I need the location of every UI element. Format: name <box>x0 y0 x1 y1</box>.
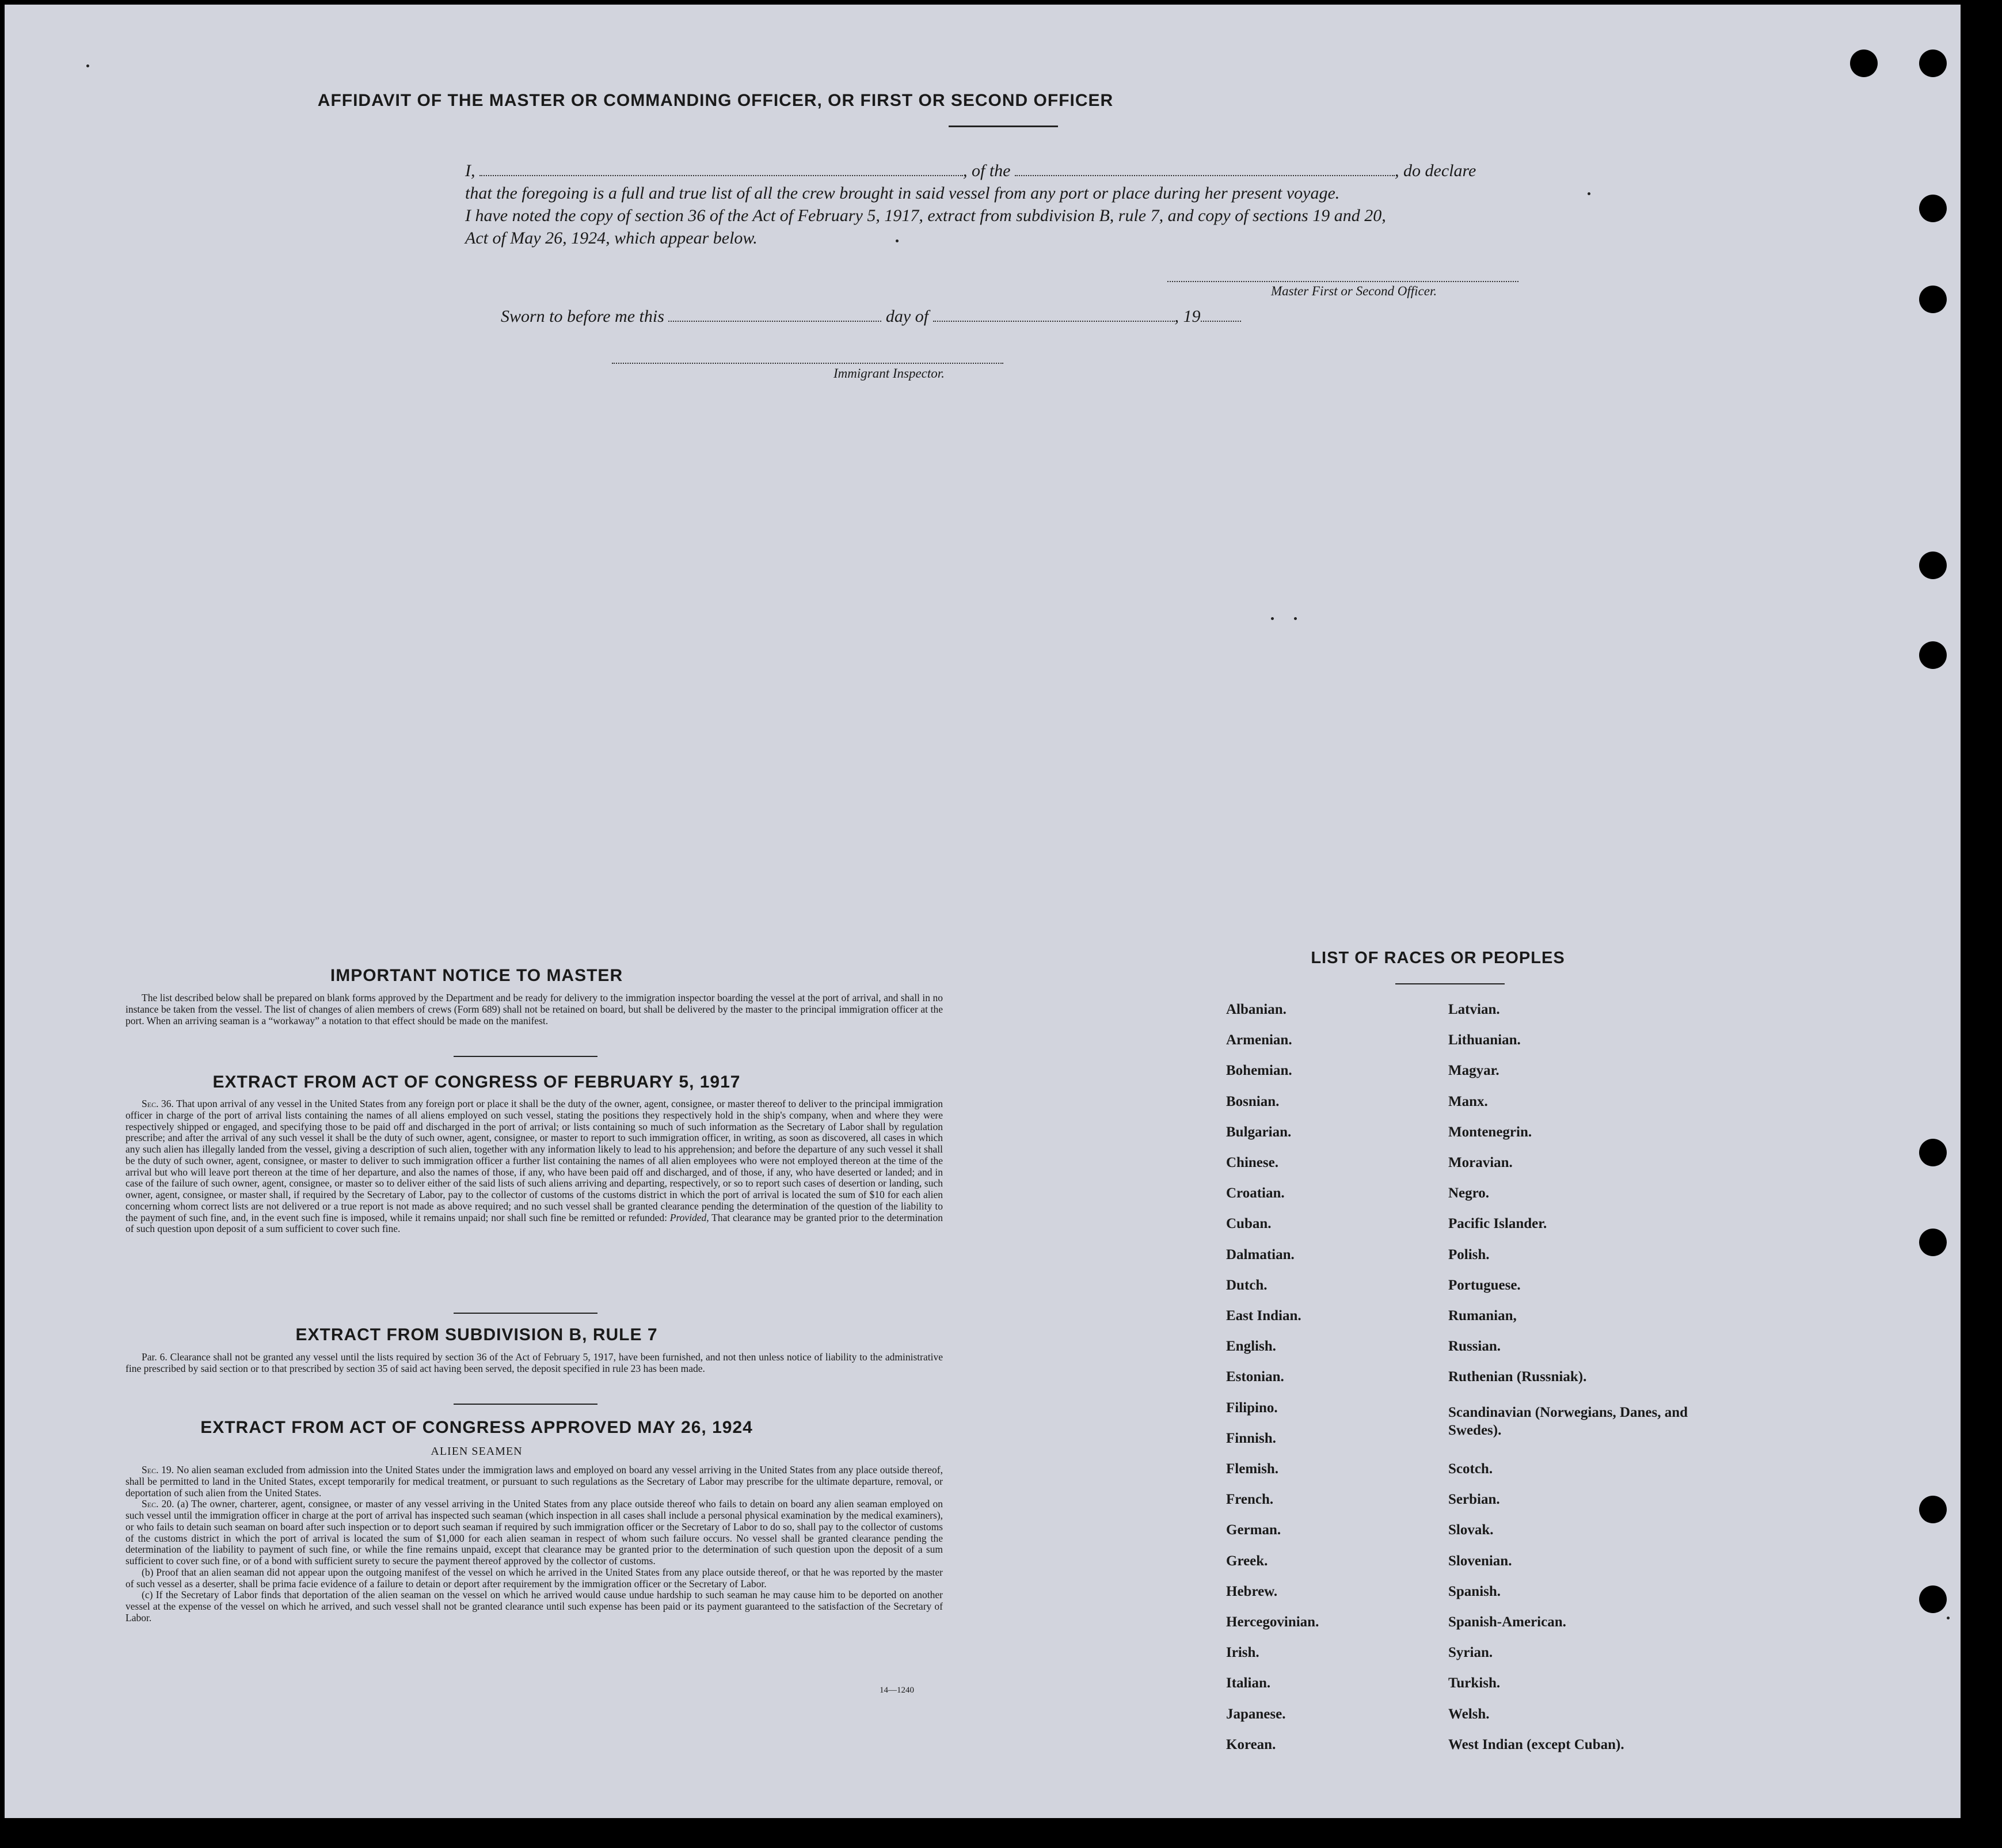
race-item: Portuguese. <box>1448 1277 1521 1293</box>
sec-20c-paragraph: (c) If the Secretary of Labor finds that deportation of the alien seaman on the vessel on which he arrived would cause undue hardship to such seaman he may cause him to be deported on another vessel at the expense of the vessel on which he arrived, and such vessel shall not be granted clearance until such expense has been paid or its payment guaranteed to the satisfaction of the Secretary of Labor. <box>125 1589 943 1623</box>
sec-20a-paragraph <box>125 1499 943 1567</box>
race-item: Serbian. <box>1448 1492 1500 1508</box>
race-item: Finnish. <box>1226 1430 1276 1446</box>
sworn-year-blank <box>1201 308 1241 322</box>
race-item: Slovenian. <box>1448 1553 1512 1569</box>
race-item: Filipino. <box>1226 1400 1278 1416</box>
race-item: Chinese. <box>1226 1155 1278 1170</box>
race-item: German. <box>1226 1522 1281 1538</box>
name-blank <box>479 162 963 176</box>
race-item: Rumanian, <box>1448 1308 1517 1324</box>
proviso-word: Provided, <box>669 1211 709 1223</box>
sec-36-paragraph <box>125 1098 943 1235</box>
affidavit-line1-start: I, <box>465 161 475 180</box>
affidavit-line-2: that the foregoing is a full and true list of all the crew brought in said vessel from any port or place during her present voyage. <box>465 184 1340 203</box>
sworn-day-blank <box>668 308 881 322</box>
speck <box>896 239 899 242</box>
race-item: Latvian. <box>1448 1002 1500 1017</box>
punch-hole <box>1919 641 1947 669</box>
rule-7-text <box>125 1352 943 1375</box>
sec-20b-paragraph: (b) Proof that an alien seaman did not appear upon the outgoing manifest of the vessel on which he arrived in the United States from any place outside thereof, or that he was reported by the master of such vessel as a deserter, shall be prima facie evidence of a failure to detain or deport after requirement by the immigration officer or the Secretary of Labor. <box>125 1566 943 1590</box>
punch-hole <box>1919 50 1947 77</box>
sworn-end: , 19 <box>1174 307 1201 326</box>
race-item: French. <box>1226 1492 1274 1508</box>
race-item: Negro. <box>1448 1185 1490 1201</box>
race-item: Pacific Islander. <box>1448 1216 1547 1232</box>
rule-7-paragraph: Par. 6. Clearance shall not be granted any vessel until the lists required by section 36 of the Act of February 5, 1917, have been furnished, and not then unless notice of liability to the administrative fine prescribed by said section or to that prescribed by section 35 of said act having been served, the deposit specified in rule 23 has been made. <box>125 1351 943 1374</box>
notice-divider <box>454 1056 597 1057</box>
sec-20a-text: (a) The owner, charterer, agent, consignee, or master of any vessel arriving in the United States from any place outside thereof who fails to detain on board any alien seaman employed on such vessel until the immigration officer in charge at the port of arrival has inspected such seaman (which inspection in all cases shall include a personal physical examination by the medical examiners), or who fails to detain such seaman on board after such inspection or to deport such seaman if required by such immigration officer or the Secretary of Labor to do so, shall pay to the collector of customs of the customs district in which the port of arrival is located the sum of $1,000 for each alien seaman in respect of whom such failure occurs. No vessel shall be granted clearance pending the determination of the liability to payment of such fine, or while the fine remains unpaid, except that clearance may be granted prior to the determination of such question upon the deposit of a sum sufficient to cover such fine, or of a bond with sufficient surety to secure the payment thereof approved by the collector of customs. <box>125 1498 943 1567</box>
race-item: Italian. <box>1226 1675 1271 1691</box>
race-item: Croatian. <box>1226 1185 1285 1201</box>
speck <box>1294 617 1297 620</box>
race-item: Manx. <box>1448 1093 1488 1109</box>
race-item: Dalmatian. <box>1226 1246 1295 1263</box>
document-page <box>5 5 1961 1818</box>
race-item: English. <box>1226 1339 1276 1355</box>
title-divider <box>949 126 1058 127</box>
race-item: Flemish. <box>1226 1461 1278 1477</box>
race-item: East Indian. <box>1226 1308 1301 1324</box>
notice-paragraph: The list described below shall be prepared on blank forms approved by the Department and be ready for delivery to the immigration inspector boarding the vessel at the port of arrival, and shall in no instance be taken from the vessel. The list of changes of alien members of crews (Form 689) shall not be retained on board, but shall be delivered by the master to the principal immigration officer at the port. When an arriving seaman is a “workaway” a notation to that effect should be made on the manifest. <box>125 992 943 1026</box>
race-item: Moravian. <box>1448 1155 1513 1170</box>
speck <box>1947 1617 1950 1619</box>
sec-19-text: No alien seaman excluded from admission into the United States under the immigration laws and employed on board any vessel arriving in the United States from any place outside thereof, shall be permitted to land in the United States, except temporarily for medical treatment, or pursuant to such regulations as the Secretary of Labor may prescribe for the ultimate departure, removal, or deportation of such alien from the United States. <box>125 1464 943 1499</box>
punch-hole <box>1919 552 1947 579</box>
punch-hole <box>1919 286 1947 313</box>
race-item: Greek. <box>1226 1553 1268 1569</box>
race-item: Spanish. <box>1448 1583 1501 1599</box>
race-item: Dutch. <box>1226 1277 1268 1293</box>
punch-hole <box>1919 1496 1947 1523</box>
punch-hole <box>1919 1229 1947 1256</box>
extract-1924-text <box>125 1465 943 1624</box>
punch-hole <box>1850 50 1878 77</box>
race-item: Scandinavian (Norwegians, Danes, and Swedes). <box>1448 1404 1688 1438</box>
sec-36-label: Sec. 36. <box>142 1098 174 1109</box>
race-item: Ruthenian (Russniak). <box>1448 1369 1587 1385</box>
affidavit-line-4: Act of May 26, 1924, which appear below. <box>465 229 758 248</box>
sworn-month-blank <box>933 308 1175 322</box>
race-item: Turkish. <box>1448 1675 1501 1691</box>
affidavit-line1-mid: , of the <box>963 161 1011 180</box>
race-item: Lithuanian. <box>1448 1032 1521 1048</box>
vessel-blank <box>1015 162 1395 176</box>
race-item: Bosnian. <box>1226 1093 1280 1109</box>
affidavit-line-1 <box>465 161 1476 181</box>
extract-1917-text <box>125 1098 943 1235</box>
sworn-start: Sworn to before me this <box>501 307 664 326</box>
extract-1924-title: EXTRACT FROM ACT OF CONGRESS APPROVED MAY 26, 1924 <box>200 1418 753 1437</box>
race-item: Irish. <box>1226 1645 1259 1661</box>
rule-7-title: EXTRACT FROM SUBDIVISION B, RULE 7 <box>295 1325 658 1344</box>
punch-hole <box>1919 1585 1947 1613</box>
inspector-signature-label: Immigrant Inspector. <box>833 366 945 381</box>
race-item: Albanian. <box>1226 1002 1287 1017</box>
race-item: Slovak. <box>1448 1522 1494 1538</box>
inspector-signature-line <box>612 363 1003 364</box>
race-item: Estonian. <box>1226 1369 1284 1385</box>
affidavit-line-3: I have noted the copy of section 36 of the Act of February 5, 1917, extract from subdivision B, rule 7, and copy of sections 19 and 20, <box>465 206 1386 225</box>
sec-20-label: Sec. 20. <box>142 1498 174 1510</box>
race-item: Magyar. <box>1448 1063 1499 1079</box>
race-item: Hercegovinian. <box>1226 1614 1319 1630</box>
race-item: Armenian. <box>1226 1032 1292 1048</box>
extract-1917-title: EXTRACT FROM ACT OF CONGRESS OF FEBRUARY 5, 1917 <box>212 1073 741 1092</box>
affidavit-line1-end: , do declare <box>1395 161 1476 180</box>
race-item: Spanish-American. <box>1448 1614 1566 1630</box>
alien-seamen-subtitle: ALIEN SEAMEN <box>431 1445 523 1458</box>
sworn-mid: day of <box>885 307 929 326</box>
sec-36-text-end: That clearance may be granted prior to the determination of such question upon deposit of a sum sufficient to cover such fine. <box>125 1211 943 1235</box>
race-item: Japanese. <box>1226 1706 1286 1722</box>
race-item: Bulgarian. <box>1226 1124 1292 1140</box>
affidavit-title: AFFIDAVIT OF THE MASTER OR COMMANDING OFFICER, OR FIRST OR SECOND OFFICER <box>317 91 1114 110</box>
speck <box>1588 192 1590 195</box>
officer-signature-line <box>1167 281 1518 282</box>
officer-signature-label: Master First or Second Officer. <box>1271 284 1437 298</box>
race-item: Korean. <box>1226 1736 1276 1752</box>
race-item: Russian. <box>1448 1339 1501 1355</box>
race-item: Scotch. <box>1448 1461 1493 1477</box>
race-item: Syrian. <box>1448 1645 1493 1661</box>
notice-text <box>125 993 943 1026</box>
race-item: Cuban. <box>1226 1216 1272 1232</box>
sec-36-text: That upon arrival of any vessel in the United States from any foreign port or place it shall be the duty of the owner, agent, consignee, or master thereof to deliver to the principal immigration officer in charge of the port of arrival lists containing the names of all aliens employed on such vessel, stating the positions they respectively hold in the ship's company, when and where they were respectively shipped or engaged, and specifying those to be paid off and discharged in the port of arrival; or lists containing so much of such information as the Secretary of Labor shall by regulation prescribe; and after the arrival of any such vessel it shall be the duty of such owner, agent, consignee, or master to report to such immigration officer, in writing, as soon as discovered, all cases in which any such alien has illegally landed from the vessel, giving a description of such alien, together with any information likely to lead to his apprehension; and before the departure of any such vessel it shall be the duty of such owner, agent, consignee, or master to deliver to such immigration officer a further list containing the names of all alien employees who were not employed thereon at the time of the arrival but who will leave port thereon at the time of her departure, and also the names of those, if any, who have been paid off and discharged, and of those, if any, who have deserted or landed; and in case of the failure of such owner, agent, consignee, or master so to deliver either of the said lists of such aliens arriving and departing, respectively, or so to report such cases of desertion or landing, such owner, agent, consignee, or master shall, if required by the Secretary of Labor, pay to the collector of customs of the customs district in which the port of arrival is located the sum of $10 for each alien concerning whom correct lists are not delivered or a true report is not made as above required; and no such vessel shall be granted clearance pending the determination of the question of the liability to the payment of such fine, and, in the event such fine is imposed, while it remains unpaid; nor shall such fine be remitted or refunded: <box>125 1098 943 1223</box>
speck <box>86 64 89 67</box>
form-number: 14—1240 <box>880 1686 914 1695</box>
speck <box>1271 617 1274 620</box>
punch-hole <box>1919 195 1947 222</box>
sec-19-paragraph <box>125 1465 943 1499</box>
races-divider <box>1395 983 1505 984</box>
notice-title: IMPORTANT NOTICE TO MASTER <box>330 966 623 985</box>
punch-hole <box>1919 1139 1947 1166</box>
race-item: Polish. <box>1448 1246 1490 1263</box>
race-item: West Indian (except Cuban). <box>1448 1736 1624 1752</box>
race-item: Montenegrin. <box>1448 1124 1532 1140</box>
sec-19-label: Sec. 19. <box>142 1464 174 1476</box>
sworn-line <box>501 307 1241 326</box>
race-item: Hebrew. <box>1226 1583 1278 1599</box>
extract-1917-divider <box>454 1313 597 1314</box>
races-title: LIST OF RACES OR PEOPLES <box>1311 949 1565 967</box>
race-item: Welsh. <box>1448 1706 1490 1722</box>
race-item: Bohemian. <box>1226 1063 1292 1079</box>
rule-7-divider <box>454 1404 597 1405</box>
